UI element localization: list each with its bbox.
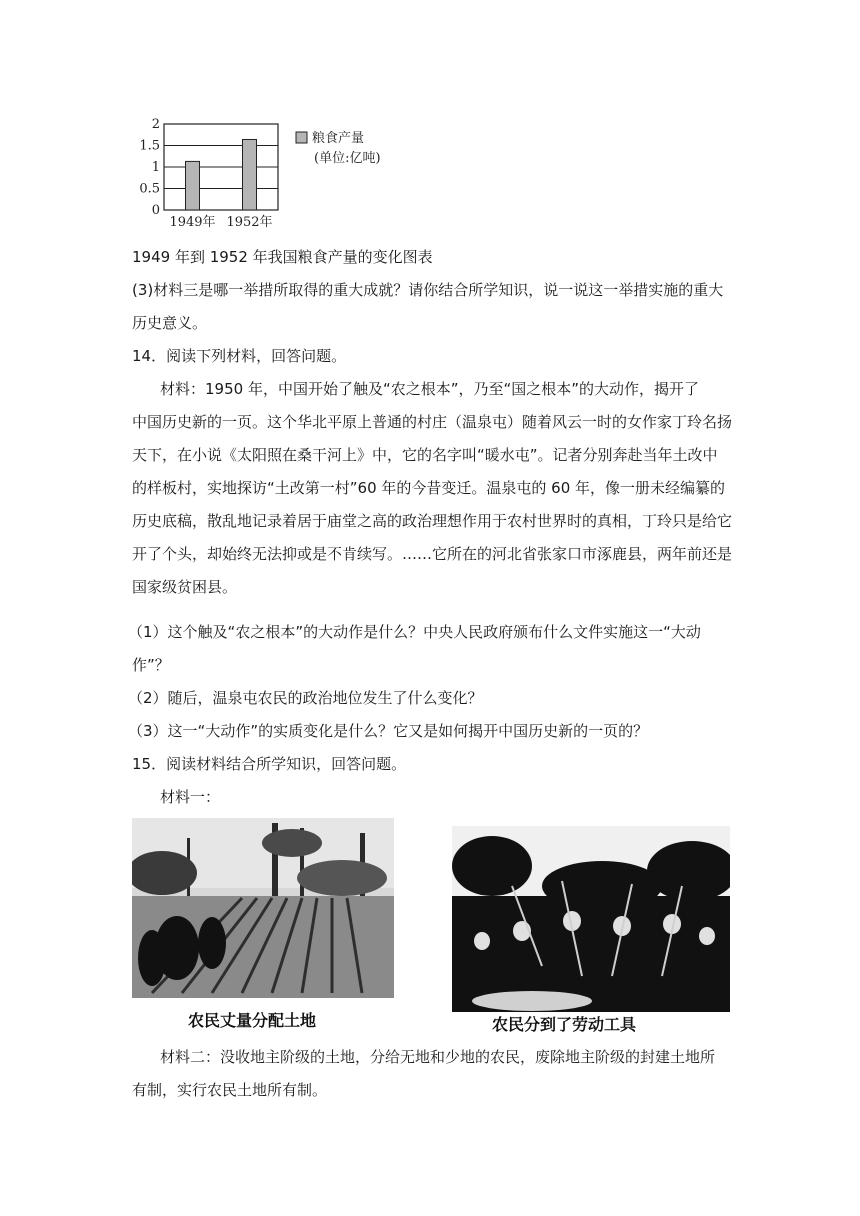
bar [186,161,200,210]
q14-question-1-line2: 作”？ [132,656,170,674]
q14-heading: 14．阅读下列材料，回答问题。 [132,347,347,365]
photo-farmers-measuring-land [132,818,394,998]
photo2-caption: 农民分到了劳动工具 [492,1015,637,1034]
q13-part3-line1: (3)材料三是哪一举措所取得的重大成就？请你结合所学知识，说一说这一举措实施的重大 [132,281,724,299]
q14-material-line: 历史底稿，散乱地记录着居于庙堂之高的政治理想作用于农村世界时的真相，丁玲只是给它 [132,512,733,530]
q15-material2-line2: 有制，实行农民土地所有制。 [132,1081,328,1099]
q15-material1-label: 材料一： [160,788,221,806]
q14-material-line: 中国历史新的一页。这个华北平原上普通的村庄（温泉屯）随着风云一时的女作家丁玲名扬 [132,413,733,431]
q15-material2-line1: 材料二：没收地主阶级的土地，分给无地和少地的农民，废除地主阶级的封建土地所 [160,1048,716,1066]
y-tick-label: 0 [151,203,160,218]
y-tick-label: 1 [151,160,160,175]
q14-material-line: 国家级贫困县。 [132,578,238,596]
photo1-caption: 农民丈量分配土地 [188,1011,317,1030]
grain-output-chart [118,110,418,235]
x-tick-label: 1952年 [226,215,273,230]
y-tick-label: 1.5 [139,138,160,154]
grain-output-chart-svg [118,110,418,235]
x-tick-label: 1949年 [169,215,216,230]
chart-caption: 1949 年到 1952 年我国粮食产量的变化图表 [132,248,433,266]
q14-question-1-line1: （1）这个触及“农之根本”的大动作是什么？中央人民政府颁布什么文件实施这一“大动 [128,623,701,641]
q14-question-2: （2）随后，温泉屯农民的政治地位发生了什么变化？ [128,689,483,707]
q14-material-line: 的样板村，实地探访“土改第一村”60 年的今昔变迁。温泉屯的 60 年，像一册未经编纂的 [132,479,726,497]
q14-material-line: 材料：1950 年，中国开始了触及“农之根本”，乃至“国之根本”的大动作，揭开了 [160,380,700,398]
y-tick-label: 2 [151,117,160,132]
q15-heading: 15．阅读材料结合所学知识，回答问题。 [132,755,407,773]
legend-label: 粮食产量 [312,131,365,146]
legend-unit-note: (单位:亿吨) [314,151,381,166]
q14-material-line: 开了个头，却始终无法抑或是不肯续写。……它所在的河北省张家口市涿鹿县，两年前还是 [132,545,733,563]
q14-material-line: 天下，在小说《太阳照在桑干河上》中，它的名字叫“暖水屯”。记者分别奔赴当年土改中 [132,446,718,464]
photo-farmers-receiving-tools [452,826,730,1012]
bar [243,139,257,210]
y-tick-label: 0.5 [139,181,160,197]
q14-question-3: （3）这一“大动作”的实质变化是什么？它又是如何揭开中国历史新的一页的？ [128,722,649,740]
legend-swatch [296,132,307,143]
q13-part3-line2: 历史意义。 [132,314,208,332]
